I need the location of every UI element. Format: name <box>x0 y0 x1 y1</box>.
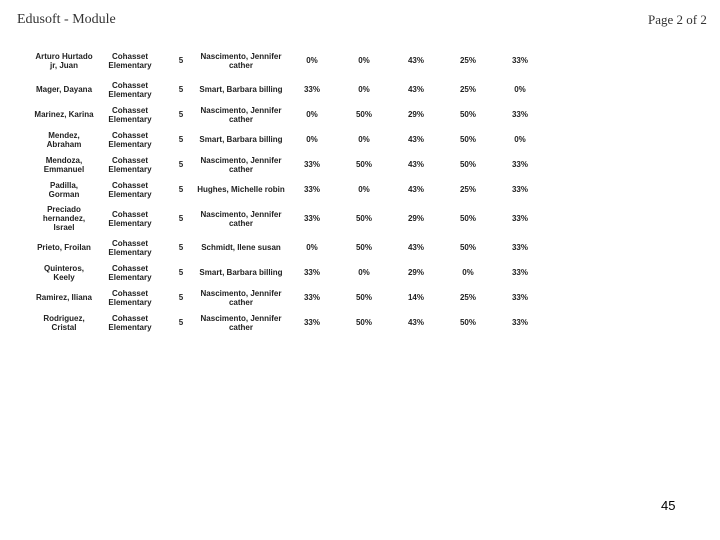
teacher-name: Nascimento, Jennifer cather <box>200 313 282 332</box>
score-5: 0% <box>514 85 526 94</box>
score-3: 43% <box>407 85 424 94</box>
score-4: 50% <box>459 214 476 223</box>
student-name: Mendoza, Emmanuel <box>43 155 85 174</box>
school-name: Cohasset Elementary <box>108 105 152 124</box>
score-5: 33% <box>511 293 528 302</box>
score-3: 43% <box>407 135 424 144</box>
score-5: 33% <box>511 185 528 194</box>
score-4: 25% <box>459 185 476 194</box>
score-5: 33% <box>511 110 528 119</box>
student-name: Padilla, Gorman <box>48 180 80 199</box>
slide-number: 45 <box>661 498 676 513</box>
teacher-name: Nascimento, Jennifer cather <box>200 105 282 124</box>
score-2: 0% <box>358 268 370 277</box>
school-name: Cohasset Elementary <box>108 263 152 282</box>
teacher-name: Smart, Barbara billing <box>199 135 283 144</box>
grade-level: 5 <box>178 243 184 252</box>
score-2: 50% <box>355 110 372 119</box>
score-1: 0% <box>306 135 318 144</box>
grade-level: 5 <box>178 293 184 302</box>
table-body <box>34 44 546 335</box>
score-4: 50% <box>459 318 476 327</box>
score-4: 50% <box>459 135 476 144</box>
teacher-name: Smart, Barbara billing <box>199 268 283 277</box>
school-name: Cohasset Elementary <box>108 238 152 257</box>
score-5: 33% <box>511 268 528 277</box>
score-3: 43% <box>407 243 424 252</box>
teacher-name: Schmidt, Ilene susan <box>201 243 281 252</box>
grade-level: 5 <box>178 214 184 223</box>
table-row <box>34 202 546 235</box>
teacher-name: Nascimento, Jennifer cather <box>200 155 282 174</box>
teacher-name: Hughes, Michelle robin <box>197 185 285 194</box>
teacher-name: Smart, Barbara billing <box>199 85 283 94</box>
score-1: 0% <box>306 56 318 65</box>
score-1: 33% <box>303 185 320 194</box>
score-2: 50% <box>355 214 372 223</box>
grade-level: 5 <box>178 85 184 94</box>
score-4: 50% <box>459 160 476 169</box>
score-3: 14% <box>407 293 424 302</box>
grade-level: 5 <box>178 160 184 169</box>
score-5: 33% <box>511 160 528 169</box>
table-row <box>34 310 546 335</box>
score-1: 33% <box>303 160 320 169</box>
student-name: Mager, Dayana <box>35 85 93 94</box>
grade-level: 5 <box>178 268 184 277</box>
student-name: Arturo Hurtado jr, Juan <box>35 51 93 70</box>
score-2: 50% <box>355 160 372 169</box>
table-row <box>34 285 546 310</box>
score-1: 33% <box>303 85 320 94</box>
score-1: 0% <box>306 243 318 252</box>
score-2: 50% <box>355 293 372 302</box>
student-name: Marinez, Karina <box>34 110 94 119</box>
score-4: 25% <box>459 56 476 65</box>
table-row <box>34 77 546 102</box>
score-5: 33% <box>511 318 528 327</box>
score-1: 33% <box>303 214 320 223</box>
document-title: Edusoft - Module <box>17 12 116 27</box>
student-name: Rodriguez, Cristal <box>43 313 85 332</box>
student-name: Preciado hernandez, Israel <box>42 205 86 232</box>
score-4: 25% <box>459 85 476 94</box>
score-3: 43% <box>407 318 424 327</box>
grade-level: 5 <box>178 110 184 119</box>
teacher-name: Nascimento, Jennifer cather <box>200 51 282 70</box>
score-4: 50% <box>459 110 476 119</box>
score-2: 0% <box>358 85 370 94</box>
school-name: Cohasset Elementary <box>108 155 152 174</box>
table-row <box>34 102 546 127</box>
score-3: 29% <box>407 214 424 223</box>
score-1: 33% <box>303 318 320 327</box>
score-1: 33% <box>303 268 320 277</box>
teacher-name: Nascimento, Jennifer cather <box>200 288 282 307</box>
school-name: Cohasset Elementary <box>108 288 152 307</box>
score-2: 0% <box>358 185 370 194</box>
teacher-name: Nascimento, Jennifer cather <box>200 209 282 228</box>
score-4: 0% <box>462 268 474 277</box>
score-3: 43% <box>407 56 424 65</box>
student-name: Quinteros, Keely <box>43 263 84 282</box>
student-name: Prieto, Froilan <box>37 243 91 252</box>
score-3: 29% <box>407 110 424 119</box>
school-name: Cohasset Elementary <box>108 51 152 70</box>
score-2: 0% <box>358 56 370 65</box>
score-5: 33% <box>511 56 528 65</box>
score-5: 0% <box>514 135 526 144</box>
school-name: Cohasset Elementary <box>108 130 152 149</box>
grade-level: 5 <box>178 135 184 144</box>
page-indicator: Page 2 of 2 <box>648 12 707 27</box>
school-name: Cohasset Elementary <box>108 80 152 99</box>
student-score-table <box>34 44 546 335</box>
grade-level: 5 <box>178 318 184 327</box>
score-2: 50% <box>355 243 372 252</box>
table-row <box>34 260 546 285</box>
school-name: Cohasset Elementary <box>108 313 152 332</box>
score-5: 33% <box>511 243 528 252</box>
school-name: Cohasset Elementary <box>108 209 152 228</box>
score-2: 50% <box>355 318 372 327</box>
student-name: Mendez, Abraham <box>46 130 82 149</box>
score-3: 43% <box>407 185 424 194</box>
score-3: 43% <box>407 160 424 169</box>
table-row <box>34 177 546 202</box>
score-1: 0% <box>306 110 318 119</box>
school-name: Cohasset Elementary <box>108 180 152 199</box>
score-3: 29% <box>407 268 424 277</box>
table-row <box>34 127 546 152</box>
score-4: 50% <box>459 243 476 252</box>
student-name: Ramirez, Iliana <box>35 293 93 302</box>
grade-level: 5 <box>178 56 184 65</box>
score-2: 0% <box>358 135 370 144</box>
score-4: 25% <box>459 293 476 302</box>
score-1: 33% <box>303 293 320 302</box>
table-row <box>34 152 546 177</box>
table-row <box>34 235 546 260</box>
table-row <box>34 44 546 77</box>
score-5: 33% <box>511 214 528 223</box>
grade-level: 5 <box>178 185 184 194</box>
